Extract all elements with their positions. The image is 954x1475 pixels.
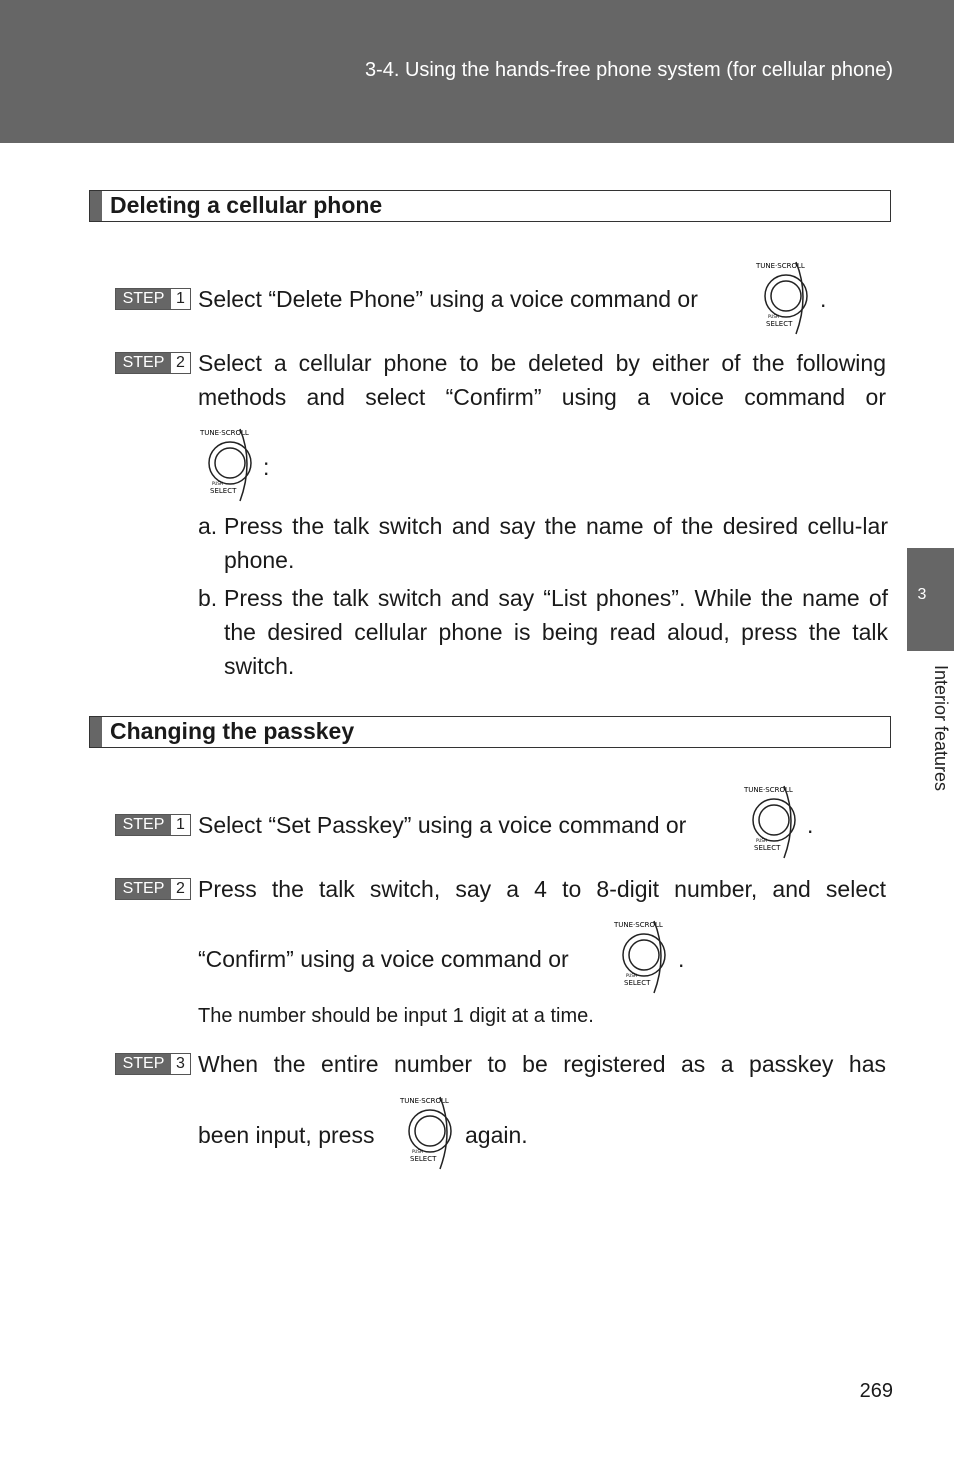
svg-text:TUNE·SCROLL: TUNE·SCROLL	[400, 1097, 449, 1105]
tune-select-knob-icon	[610, 917, 685, 997]
svg-text:PUSH: PUSH	[768, 314, 779, 319]
note-text: The number should be input 1 digit at a time.	[198, 1005, 594, 1027]
step-text: “Confirm” using a voice command or	[198, 946, 569, 972]
step-badge: STEP 1	[115, 814, 191, 836]
punct: .	[807, 812, 814, 838]
section-title: Deleting a cellular phone	[110, 192, 383, 218]
svg-text:SELECT: SELECT	[766, 320, 793, 328]
header-bar	[0, 0, 954, 143]
svg-text:SELECT: SELECT	[210, 487, 237, 495]
step-text: methods and select “Confirm” using a voice command or	[198, 384, 886, 410]
list-item: b. Press the talk switch and say “List phones”. While the name of the desired cellular phone is being read aloud, press the talk switch.	[198, 585, 888, 679]
step-text: When the entire number to be registered as a passkey has	[198, 1051, 886, 1077]
step-text: Press the talk switch, say a 4 to 8-digit number, and select	[198, 876, 886, 902]
section-header-delete	[89, 190, 891, 222]
punct: :	[263, 454, 270, 480]
section-title: Changing the passkey	[110, 718, 355, 744]
step-text: Select a cellular phone to be deleted by either of the following	[198, 350, 886, 376]
step-text: Select “Delete Phone” using a voice command or	[198, 286, 698, 312]
svg-text:SELECT: SELECT	[624, 979, 651, 987]
chapter-tab[interactable]	[907, 548, 954, 651]
step-text: Select “Set Passkey” using a voice command or	[198, 812, 687, 838]
svg-text:PUSH: PUSH	[212, 481, 223, 486]
svg-text:PUSH: PUSH	[626, 973, 637, 978]
step-text: again.	[465, 1122, 528, 1148]
section-header-passkey	[89, 716, 891, 748]
punct: .	[820, 286, 827, 312]
tune-select-knob-icon	[752, 258, 827, 338]
svg-text:TUNE·SCROLL: TUNE·SCROLL	[756, 262, 805, 270]
svg-text:TUNE·SCROLL: TUNE·SCROLL	[744, 786, 793, 794]
step-badge: STEP 2	[115, 352, 191, 374]
step-badge: STEP 2	[115, 878, 191, 900]
svg-text:SELECT: SELECT	[410, 1155, 437, 1163]
tune-select-knob-icon	[196, 425, 268, 505]
step-text: been input, press	[198, 1122, 375, 1148]
svg-text:TUNE·SCROLL: TUNE·SCROLL	[200, 429, 249, 437]
svg-text:SELECT: SELECT	[754, 844, 781, 852]
svg-text:TUNE·SCROLL: TUNE·SCROLL	[614, 921, 663, 929]
chapter-number: 3	[917, 586, 927, 603]
chapter-label: Interior features	[931, 665, 951, 792]
svg-text:PUSH: PUSH	[412, 1149, 423, 1154]
tune-select-knob-icon	[396, 1093, 468, 1173]
tune-select-knob-icon	[740, 782, 812, 862]
punct: .	[678, 946, 685, 972]
header-title: 3-4. Using the hands-free phone system (for cellular phone)	[364, 59, 893, 81]
list-item: a. Press the talk switch and say the name of the desired cellu-lar phone.	[198, 513, 888, 573]
page-number: 269	[859, 1380, 893, 1402]
svg-text:PUSH: PUSH	[756, 838, 767, 843]
step-badge: STEP 3	[115, 1053, 191, 1075]
step-badge: STEP 1	[115, 288, 191, 310]
